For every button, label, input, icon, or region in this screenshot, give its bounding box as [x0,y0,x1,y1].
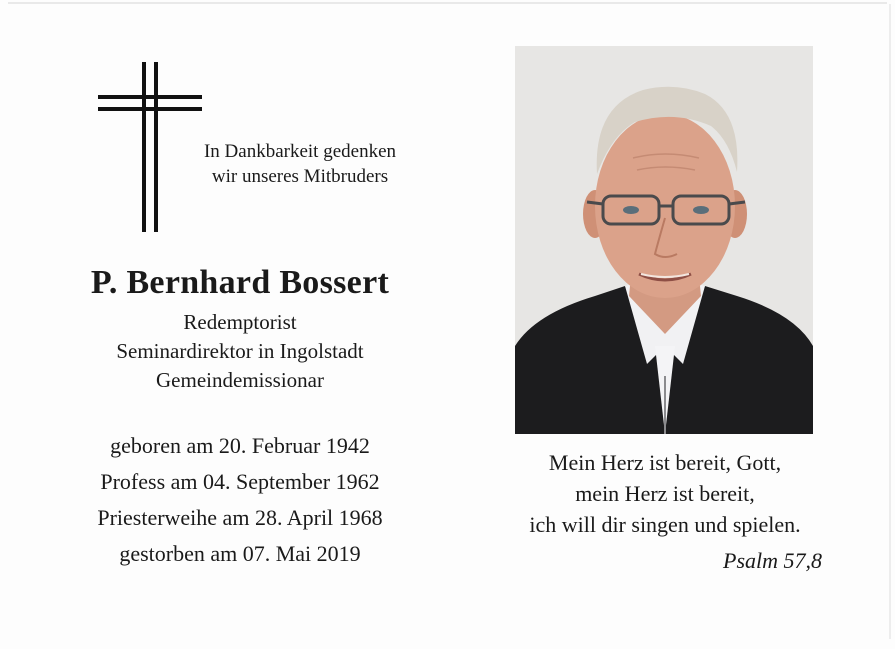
verse-reference: Psalm 57,8 [723,548,822,573]
life-dates [40,428,440,572]
person-roles [40,308,440,395]
portrait-illustration [515,46,813,434]
role-missionary: Gemeindemissionar [156,368,324,392]
verse-line-1: Mein Herz ist bereit, Gott, [548,450,782,475]
dedication-line-2: wir unseres Mitbruders [211,166,389,187]
verse-line-3: ich will dir singen und spielen. [529,512,801,537]
verse-line-2: mein Herz ist bereit, [575,481,755,506]
card-right-edge [889,4,891,639]
date-died: gestorben am 07. Mai 2019 [119,541,361,566]
person-name: P. Bernhard Bossert [90,264,390,301]
card-top-edge [8,2,887,4]
date-ordination: Priesterweihe am 28. April 1968 [97,505,383,530]
role-order: Redemptorist [183,310,297,334]
date-born: geboren am 20. Februar 1942 [110,433,370,458]
dedication-text [180,139,420,189]
dedication-line-1: In Dankbarkeit gedenken [203,141,397,162]
portrait-photo [515,46,813,434]
date-profession: Profess am 04. September 1962 [100,469,380,494]
role-seminary-director: Seminardirektor in Ingolstadt [116,339,364,363]
bible-verse [480,447,850,540]
